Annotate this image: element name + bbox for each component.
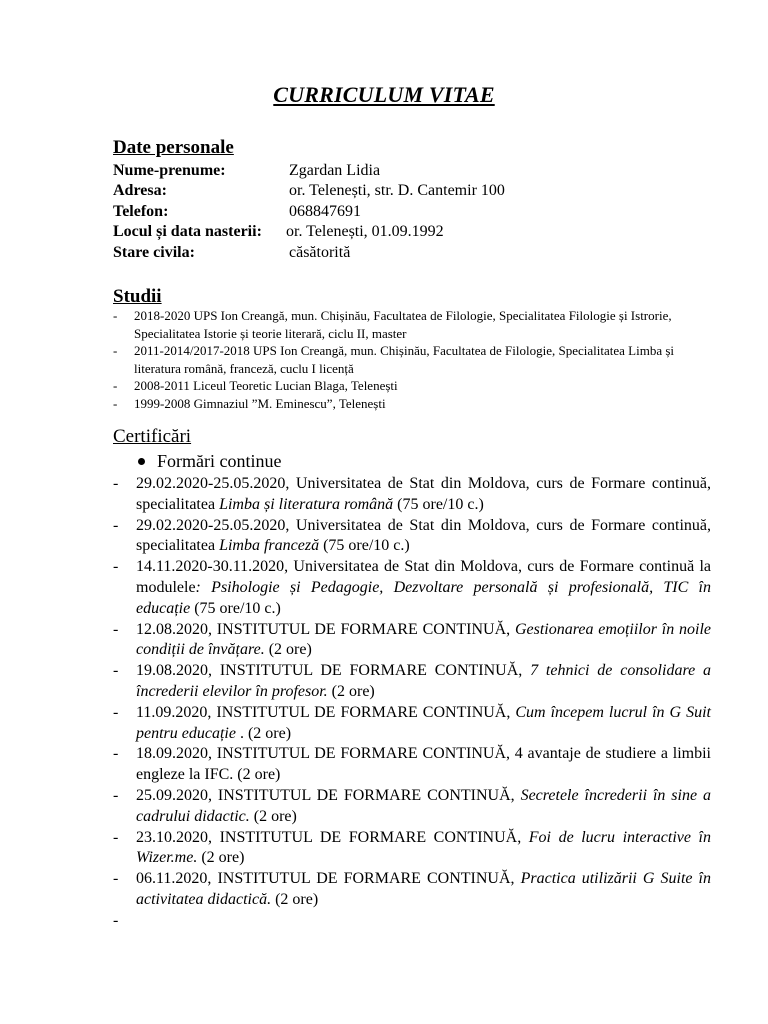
dash-marker: -	[113, 475, 119, 492]
certificates-list	[113, 474, 711, 931]
cert-text: 12.08.2020, INSTITUTUL DE FORMARE CONTINUĂ,	[136, 620, 515, 638]
list-item	[113, 557, 711, 619]
dash-marker: -	[113, 620, 119, 638]
study-text: 2011-2014/2017-2018 UPS Ion Creangă, mun. Chișinău, Facultatea de Filologie, Specialitatea Limba și literatura română, franceză, cuclu I licență	[134, 343, 675, 376]
list-item	[113, 744, 711, 786]
dash-marker: -	[113, 828, 119, 846]
list-item	[113, 307, 713, 342]
training-subheading	[138, 451, 281, 472]
personal-data-heading: Date personale	[113, 137, 234, 158]
cert-text: 18.09.2020, INSTITUTUL DE FORMARE CONTINUĂ, 4 avantaje de studiere a limbii engleze la IFC. (2 ore)	[136, 745, 711, 784]
cert-italic-text: Limba franceză	[219, 537, 320, 555]
bullet-icon	[138, 458, 145, 465]
cert-text: 14.11.2020-30.11.2020, Universitatea de Stat din Moldova, curs de Formare continuă la modulele	[136, 558, 711, 596]
personal-label: Adresa:	[113, 182, 167, 199]
cert-hours: (2 ore)	[327, 682, 375, 700]
empty-list-item	[113, 911, 711, 931]
cert-text: 23.10.2020, INSTITUTUL DE FORMARE CONTINUĂ,	[136, 828, 529, 846]
list-item	[113, 516, 711, 558]
list-item	[113, 661, 711, 703]
dash-marker: -	[113, 786, 119, 804]
cert-italic-text: Gestionarea emoțiilor în noile condiții de învățare.	[136, 620, 711, 659]
cert-italic-text: Limba și literatura română	[219, 495, 394, 513]
document-title: CURRICULUM VITAE	[273, 82, 495, 107]
studies-heading: Studii	[113, 286, 162, 307]
list-item	[113, 342, 713, 377]
cert-hours: (75 ore/10 c.)	[190, 599, 281, 617]
dash-marker: -	[113, 378, 118, 393]
personal-label: Nume-prenume:	[113, 162, 226, 179]
cert-text: 11.09.2020, INSTITUTUL DE FORMARE CONTINUĂ,	[136, 703, 516, 721]
list-item	[113, 474, 711, 516]
study-text: 1999-2008 Gimnaziul ”M. Eminescu”, Telenești	[134, 395, 386, 411]
cert-text: 29.02.2020-25.05.2020, Universitatea de Stat din Moldova, curs de Formare continuă, specialitatea	[136, 516, 711, 555]
certificates-heading: Certificări	[113, 426, 192, 447]
dash-marker: -	[113, 343, 118, 358]
study-text: 2018-2020 UPS Ion Creangă, mun. Chișinău, Facultatea de Filologie, Specialitatea Filologie și Istrorie, Specialitatea Istorie și teorie literară, ciclu II, master	[134, 308, 672, 341]
cert-text: 06.11.2020, INSTITUTUL DE FORMARE CONTINUĂ,	[136, 870, 521, 888]
cert-text: 25.09.2020, INSTITUTUL DE FORMARE CONTINUĂ,	[136, 786, 521, 804]
list-item	[113, 869, 711, 911]
dash-marker: -	[113, 745, 119, 763]
list-item	[113, 703, 711, 745]
training-subheading-text: Formări continue	[157, 451, 282, 471]
list-item	[113, 786, 711, 828]
list-item	[113, 395, 713, 413]
dash-marker: -	[113, 662, 119, 680]
personal-label: Locul și data nasterii:	[113, 223, 262, 240]
cert-hours: (2 ore)	[264, 641, 312, 659]
cert-italic-text: : Psihologie și Pedagogie, Dezvoltare personală și profesională, TIC în educație	[136, 578, 711, 617]
cert-italic-text: Secretele încrederii în sine a cadrului didactic.	[136, 786, 711, 825]
list-item	[113, 620, 711, 662]
studies-list	[113, 307, 713, 412]
dash-marker: -	[113, 870, 119, 888]
cert-italic-text: Practica utilizării G Suite în activitatea didactică.	[136, 870, 711, 908]
list-item	[113, 828, 711, 870]
dash-marker: -	[113, 558, 119, 576]
cert-italic-text: 7 tehnici de consolidare a încrederii elevilor în profesor.	[136, 662, 711, 700]
personal-value: Zgardan Lidia	[289, 162, 381, 179]
list-item	[113, 377, 713, 395]
personal-value: căsătorită	[289, 244, 351, 261]
dash-marker: -	[113, 308, 118, 323]
cert-hours: . (2 ore)	[235, 724, 292, 742]
cert-text: 29.02.2020-25.05.2020, Universitatea de Stat din Moldova, curs de Formare continuă, specialitatea	[136, 475, 711, 513]
dash-marker: -	[113, 911, 119, 929]
dash-marker: -	[113, 516, 119, 534]
personal-value: 068847691	[289, 203, 361, 220]
cert-italic-text: Foi de lucru interactive în Wizer.me.	[136, 828, 711, 867]
cert-hours: (2 ore)	[197, 849, 245, 867]
personal-label: Stare civila:	[113, 244, 195, 261]
personal-value: or. Telenești, str. D. Cantemir 100	[289, 182, 505, 199]
cert-hours: (75 ore/10 c.)	[319, 537, 410, 555]
dash-marker: -	[113, 395, 118, 411]
cert-hours: (2 ore)	[249, 807, 297, 825]
cert-italic-text: Cum începem lucrul în G Suit pentru educație	[136, 703, 711, 742]
cert-hours: (75 ore/10 c.)	[393, 495, 484, 513]
personal-value: or. Telenești, 01.09.1992	[286, 223, 444, 240]
personal-label: Telefon:	[113, 203, 169, 220]
study-text: 2008-2011 Liceul Teoretic Lucian Blaga, Telenești	[134, 378, 398, 393]
cert-text: 19.08.2020, INSTITUTUL DE FORMARE CONTINUĂ,	[136, 662, 531, 680]
dash-marker: -	[113, 703, 119, 721]
cert-hours: (2 ore)	[271, 890, 319, 908]
